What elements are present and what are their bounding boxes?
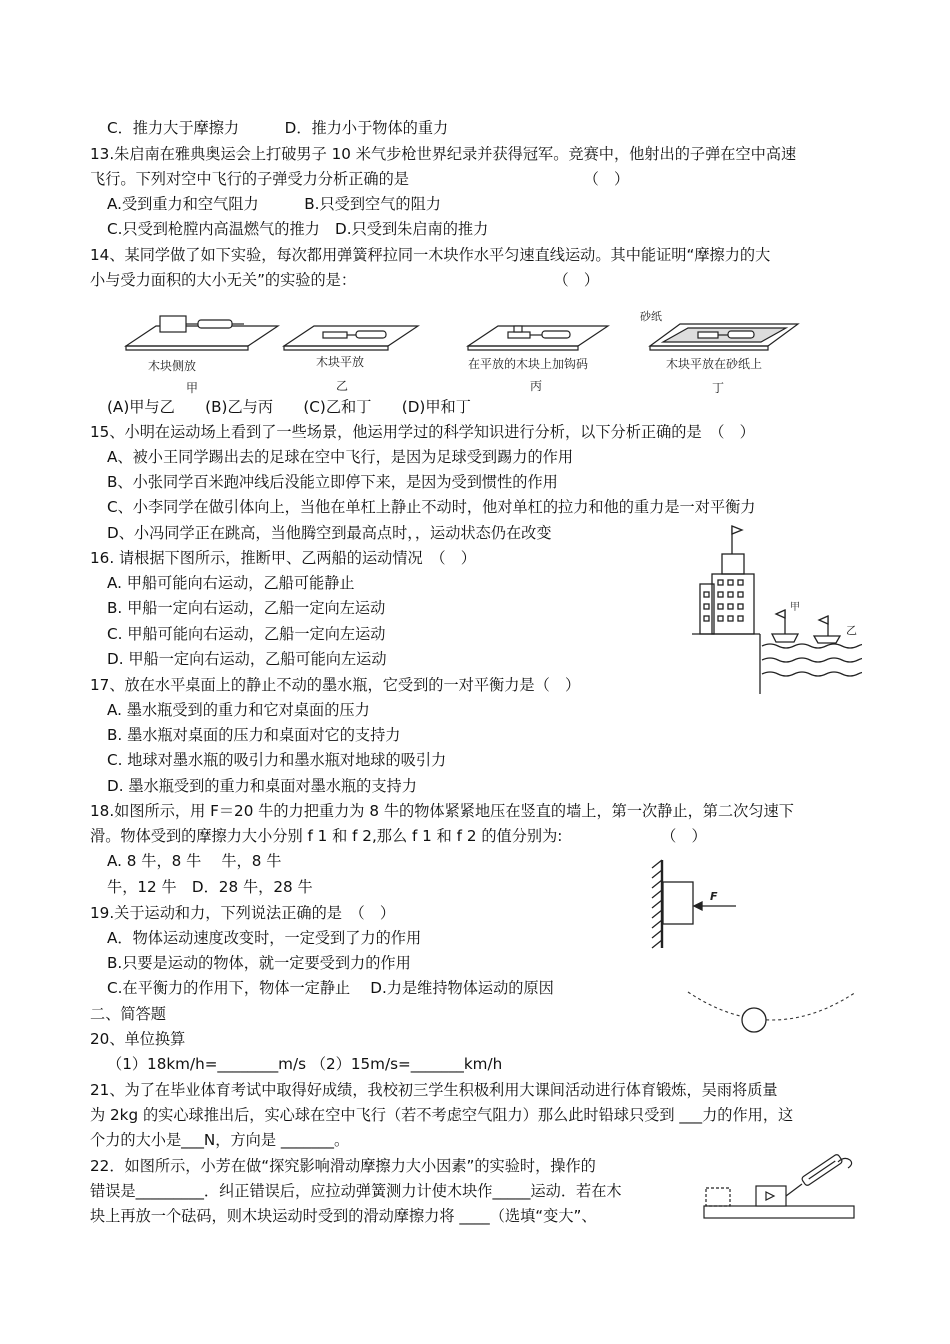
q-line: B.只要是运动的物体，就一定要受到力的作用 <box>107 954 411 972</box>
q-line: 为 2kg 的实心球推出后，实心球在空中飞行（若不考虑空气阻力）那么此时铅球只受到 ___力的作用，这 <box>90 1106 794 1124</box>
q-line: (A)甲与乙 (B)乙与丙 (C)乙和丁 (D)甲和丁 <box>107 398 471 416</box>
q-line: 21、为了在毕业体育考试中取得好成绩，我校初三学生积极利用大课间活动进行体育锻炼，吴雨将质量 <box>90 1081 778 1099</box>
q-line: A. 8 牛，8 牛 牛，8 牛 <box>107 852 282 870</box>
section-heading: 二、简答题 <box>90 1005 166 1023</box>
q-line: D. 墨水瓶受到的重力和桌面对墨水瓶的支持力 <box>107 777 417 795</box>
board-bing <box>468 326 608 350</box>
fig14-label-1: 木块侧放 <box>148 359 197 373</box>
q-line: 16. 请根据下图所示，推断甲、乙两船的运动情况 （ ） <box>90 549 476 567</box>
q16-figure <box>690 522 862 694</box>
q-line: C.在平衡力的作用下，物体一定静止 D.力是维持物体运动的原因 <box>107 979 554 997</box>
q-line: C. 地球对墨水瓶的吸引力和墨水瓶对地球的吸引力 <box>107 751 447 769</box>
board-ding <box>650 324 798 350</box>
board-yi <box>284 326 418 350</box>
q-line: A.受到重力和空气阻力 B.只受到空气的阻力 <box>107 195 441 213</box>
q22-figure <box>702 1152 856 1232</box>
boat-jia-label: 甲 <box>790 602 800 613</box>
q-line: A．物体运动速度改变时，一定受到了力的作用 <box>107 929 422 947</box>
q-line: （1）18km/h=________m/s （2）15m/s=_______km/h <box>107 1055 503 1073</box>
board-jia <box>126 316 278 350</box>
q-line: A. 墨水瓶受到的重力和它对桌面的压力 <box>107 701 370 719</box>
q-line: 错误是_________．纠正错误后，应拉动弹簧测力计使木块作_____运动．若在木 <box>90 1182 622 1200</box>
fig14-label-2: 木块平放 <box>316 355 365 369</box>
q-line: D. 甲船一定向右运动，乙船可能向左运动 <box>107 650 387 668</box>
q-line: C．推力大于摩擦力 D．推力小于物体的重力 <box>107 119 449 137</box>
q-line: 13.朱启南在雅典奥运会上打破男子 10 米气步枪世界纪录并获得冠军。竞赛中，他射出的子弹在空中高速 <box>90 145 797 163</box>
q-line: 块上再放一个砝码，则木块运动时受到的滑动摩擦力将 ____（选填“变大”、 <box>90 1207 597 1225</box>
q-line: 17、放在水平桌面上的静止不动的墨水瓶，它受到的一对平衡力是（ ） <box>90 676 581 694</box>
q-line: 个力的大小是___N，方向是 _______。 <box>90 1131 350 1149</box>
q-line: 14、某同学做了如下实验，每次都用弹簧秤拉同一木块作水平匀速直线运动。其中能证明“摩擦力的大 <box>90 246 771 264</box>
fig14-name-2: 乙 <box>336 379 349 393</box>
fig14-name-1: 甲 <box>186 381 199 395</box>
ball-trajectory-figure <box>684 986 860 1040</box>
force-label: F <box>710 890 718 903</box>
q-line: C. 甲船可能向右运动，乙船一定向左运动 <box>107 625 386 643</box>
sandpaper-label: 砂纸 <box>640 310 662 323</box>
q-line: 牛，12 牛 D．28 牛，28 牛 <box>107 878 313 896</box>
q-line: 18.如图所示，用 F＝20 牛的力把重力为 8 牛的物体紧紧地压在竖直的墙上，第一次静止，第二次匀速下 <box>90 802 794 820</box>
q-line: 19.关于运动和力，下列说法正确的是 （ ） <box>90 904 396 922</box>
q-line: B. 墨水瓶对桌面的压力和桌面对它的支持力 <box>107 726 401 744</box>
q-line: 滑。物体受到的摩擦力大小分别 f 1 和 f 2,那么 f 1 和 f 2 的值分别为: （ ） <box>90 827 707 845</box>
fig14-label-4: 木块平放在砂纸上 <box>666 357 763 371</box>
fig14-name-3: 丙 <box>530 379 543 393</box>
q-line: A. 甲船可能向右运动，乙船可能静止 <box>107 574 355 592</box>
q-line: D、小冯同学正在跳高，当他腾空到最高点时，，运动状态仍在改变 <box>107 524 552 542</box>
q-line: 飞行。下列对空中飞行的子弹受力分析正确的是 （ ） <box>90 170 630 188</box>
q-line: B、小张同学百米跑冲线后没能立即停下来，是因为受到惯性的作用 <box>107 473 558 491</box>
q-line: C.只受到枪膛内高温燃气的推力 D.只受到朱启南的推力 <box>107 220 489 238</box>
q-line: C、小李同学在做引体向上，当他在单杠上静止不动时，他对单杠的拉力和他的重力是一对平衡力 <box>107 498 756 516</box>
q-line: 小与受力面积的大小无关”的实验的是： （ ） <box>90 271 600 289</box>
q-line: 20、单位换算 <box>90 1030 186 1048</box>
q18-figure <box>648 858 740 950</box>
boat-yi-label: 乙 <box>846 624 857 637</box>
fig14-name-4: 丁 <box>712 381 725 395</box>
q-line: 22．如图所示，小芳在做“探究影响滑动摩擦力大小因素”的实验时，操作的 <box>90 1157 596 1175</box>
fig14-label-3: 在平放的木块上加钩码 <box>468 357 589 371</box>
q14-figure <box>118 308 808 398</box>
q-line: B. 甲船一定向右运动，乙船一定向左运动 <box>107 599 386 617</box>
q-line: A、被小王同学踢出去的足球在空中飞行，是因为足球受到踢力的作用 <box>107 448 574 466</box>
q-line: 15、小明在运动场上看到了一些场景，他运用学过的科学知识进行分析，以下分析正确的是 （ ） <box>90 423 755 441</box>
